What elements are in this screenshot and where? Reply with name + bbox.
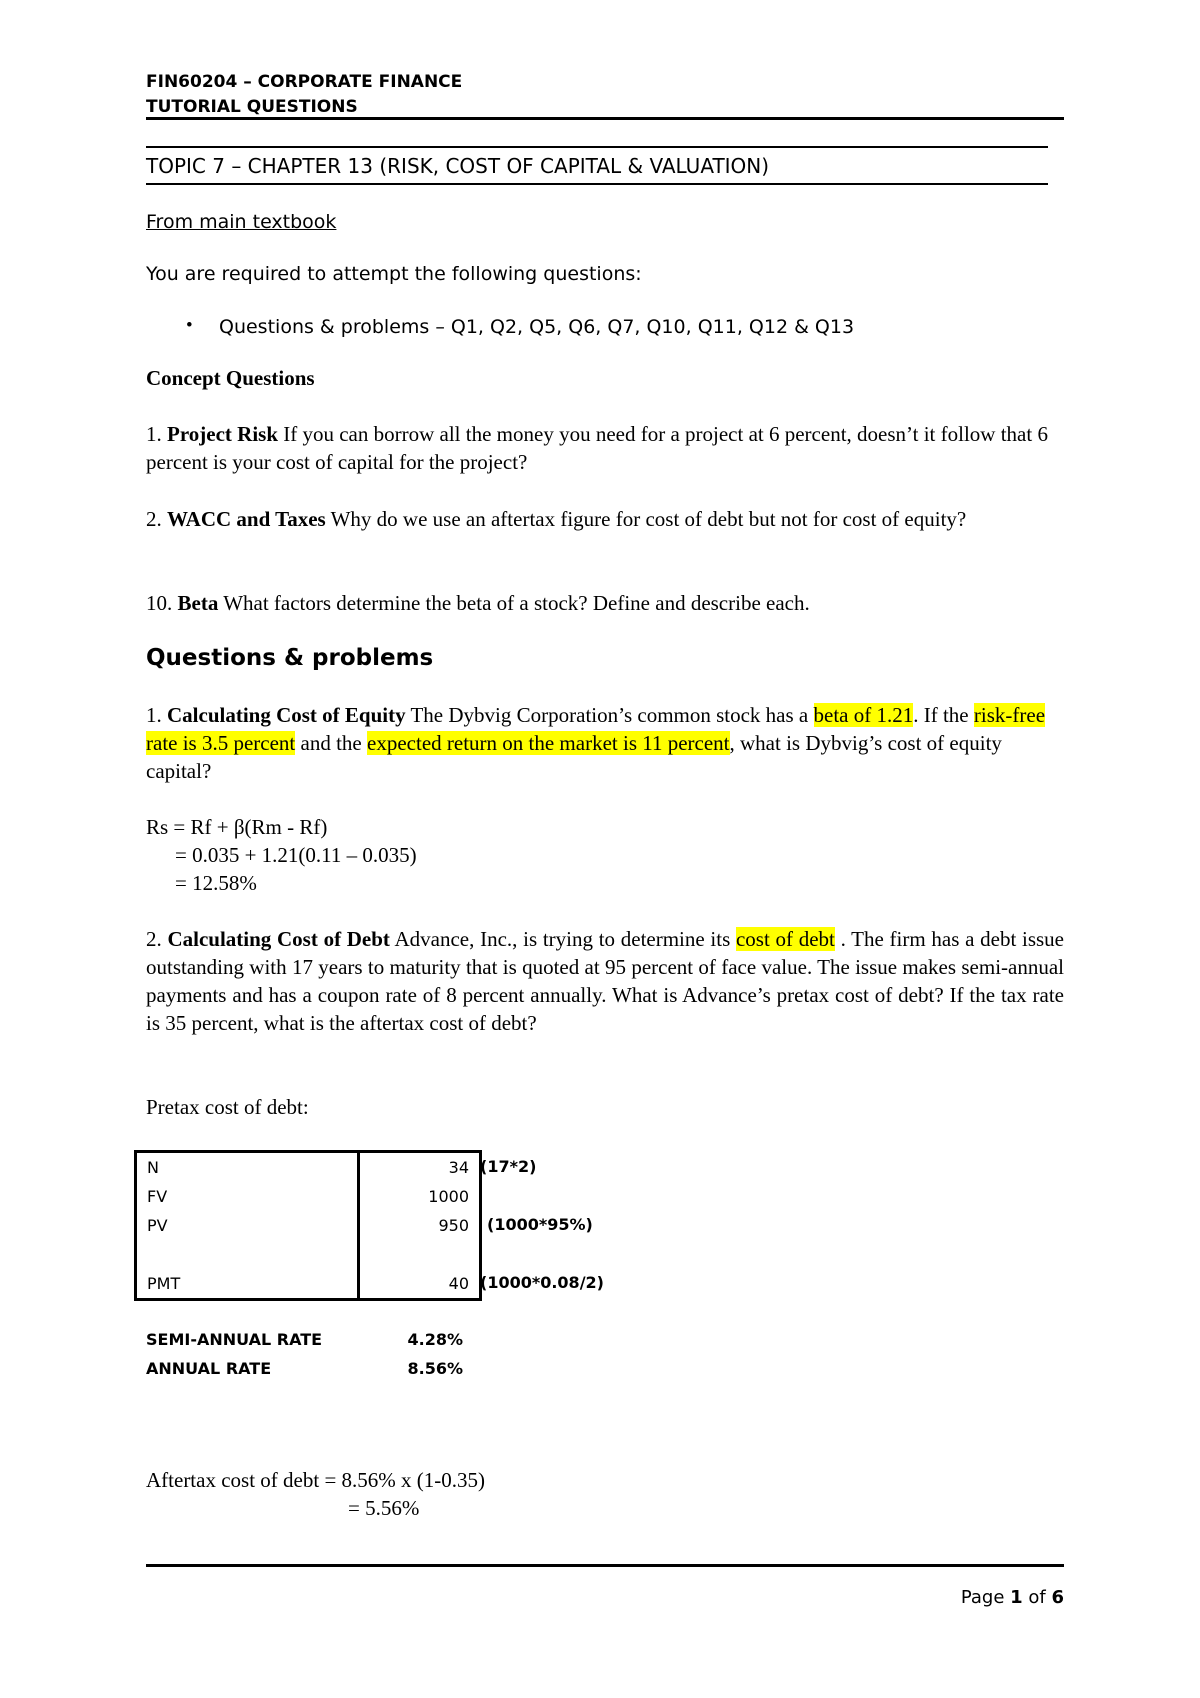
highlight-beta: beta of 1.21 (813, 703, 914, 727)
problem-1: 1. Calculating Cost of Equity The Dybvig Corporation’s common stock has a beta of 1.21. If the risk-free rate is 3.5 percent and the expected return on the market is 11 percent, what is Dybvig’s cost of equity capital? (146, 703, 1046, 783)
concept-question-1: 1. Project Risk If you can borrow all the money you need for a project at 6 percent, doesn’t it follow that 6 percent is your cost of capital for the project? (146, 422, 1048, 474)
page-number: Page 1 of 6 (960, 1587, 1064, 1608)
semi-annual-rate-label: SEMI-ANNUAL RATE (146, 1330, 323, 1349)
concept-question-10: 10. Beta What factors determine the beta of a stock? Define and describe each. (146, 591, 810, 615)
highlight-cost-of-debt: cost of debt (735, 927, 835, 951)
highlight-market-return: expected return on the market is 11 percent (367, 731, 730, 755)
document-header (146, 70, 462, 120)
capm-formula: Rs = Rf + β(Rm - Rf) (146, 815, 328, 839)
concept-question-2: 2. WACC and Taxes Why do we use an aftertax figure for cost of debt but not for cost of equity? (146, 507, 967, 531)
problems-heading: Questions & problems (146, 645, 434, 671)
course-title: FIN60204 – CORPORATE FINANCE (146, 72, 463, 92)
question-title: WACC and Taxes (167, 507, 326, 531)
capm-substitution: = 0.035 + 1.21(0.11 – 0.035) (175, 843, 417, 867)
highlight-risk-free: risk-free rate is 3.5 percent (146, 703, 1046, 755)
topic-title: TOPIC 7 – CHAPTER 13 (RISK, COST OF CAPITAL & VALUATION) (146, 154, 770, 178)
pretax-label: Pretax cost of debt: (146, 1095, 309, 1119)
capm-result: = 12.58% (175, 871, 257, 895)
table-row: PMT 40 (136, 1269, 481, 1300)
calculator-inputs-table (134, 1150, 482, 1301)
topic-rule-top (146, 146, 1048, 148)
question-title: Beta (177, 591, 219, 615)
footer-rule (146, 1564, 1064, 1567)
annual-rate-value: 8.56% (407, 1359, 463, 1378)
bullet-icon: • (186, 315, 193, 336)
table-row: PV 950 (136, 1211, 481, 1240)
annual-rate-label: ANNUAL RATE (146, 1359, 272, 1378)
problem-title: Calculating Cost of Debt (167, 927, 390, 951)
header-rule (146, 117, 1064, 120)
topic-rule-bottom (146, 183, 1048, 185)
table-row (136, 1240, 481, 1269)
problem-2: 2. Calculating Cost of Debt Advance, Inc., is trying to determine its cost of debt . The firm has a debt issue outstanding with 17 years to maturity that is quoted at 95 percent of face value. The issue makes semi-annual payments and has a coupon rate of 8 percent annually. What is Advance’s pretax cost of debt? If the tax rate is 35 percent, what is the aftertax cost of debt? (146, 927, 1064, 1035)
semi-annual-rate-value: 4.28% (407, 1330, 463, 1349)
intro-text: You are required to attempt the following questions: (146, 263, 642, 285)
problem-title: Calculating Cost of Equity (167, 703, 406, 727)
note-pv: (1000*95%) (487, 1215, 593, 1234)
source-note: From main textbook (146, 211, 337, 233)
table-row: N 34 (136, 1152, 481, 1183)
question-title: Project Risk (167, 422, 278, 446)
concept-heading: Concept Questions (146, 366, 315, 390)
document-subtitle: TUTORIAL QUESTIONS (146, 97, 358, 117)
note-pmt: (1000*0.08/2) (480, 1273, 604, 1292)
aftertax-result: = 5.56% (348, 1496, 420, 1520)
note-n: (17*2) (480, 1157, 537, 1176)
aftertax-formula: Aftertax cost of debt = 8.56% x (1-0.35) (146, 1468, 486, 1492)
assigned-questions: Questions & problems – Q1, Q2, Q5, Q6, Q7, Q10, Q11, Q12 & Q13 (219, 316, 855, 338)
table-row: FV 1000 (136, 1182, 481, 1211)
